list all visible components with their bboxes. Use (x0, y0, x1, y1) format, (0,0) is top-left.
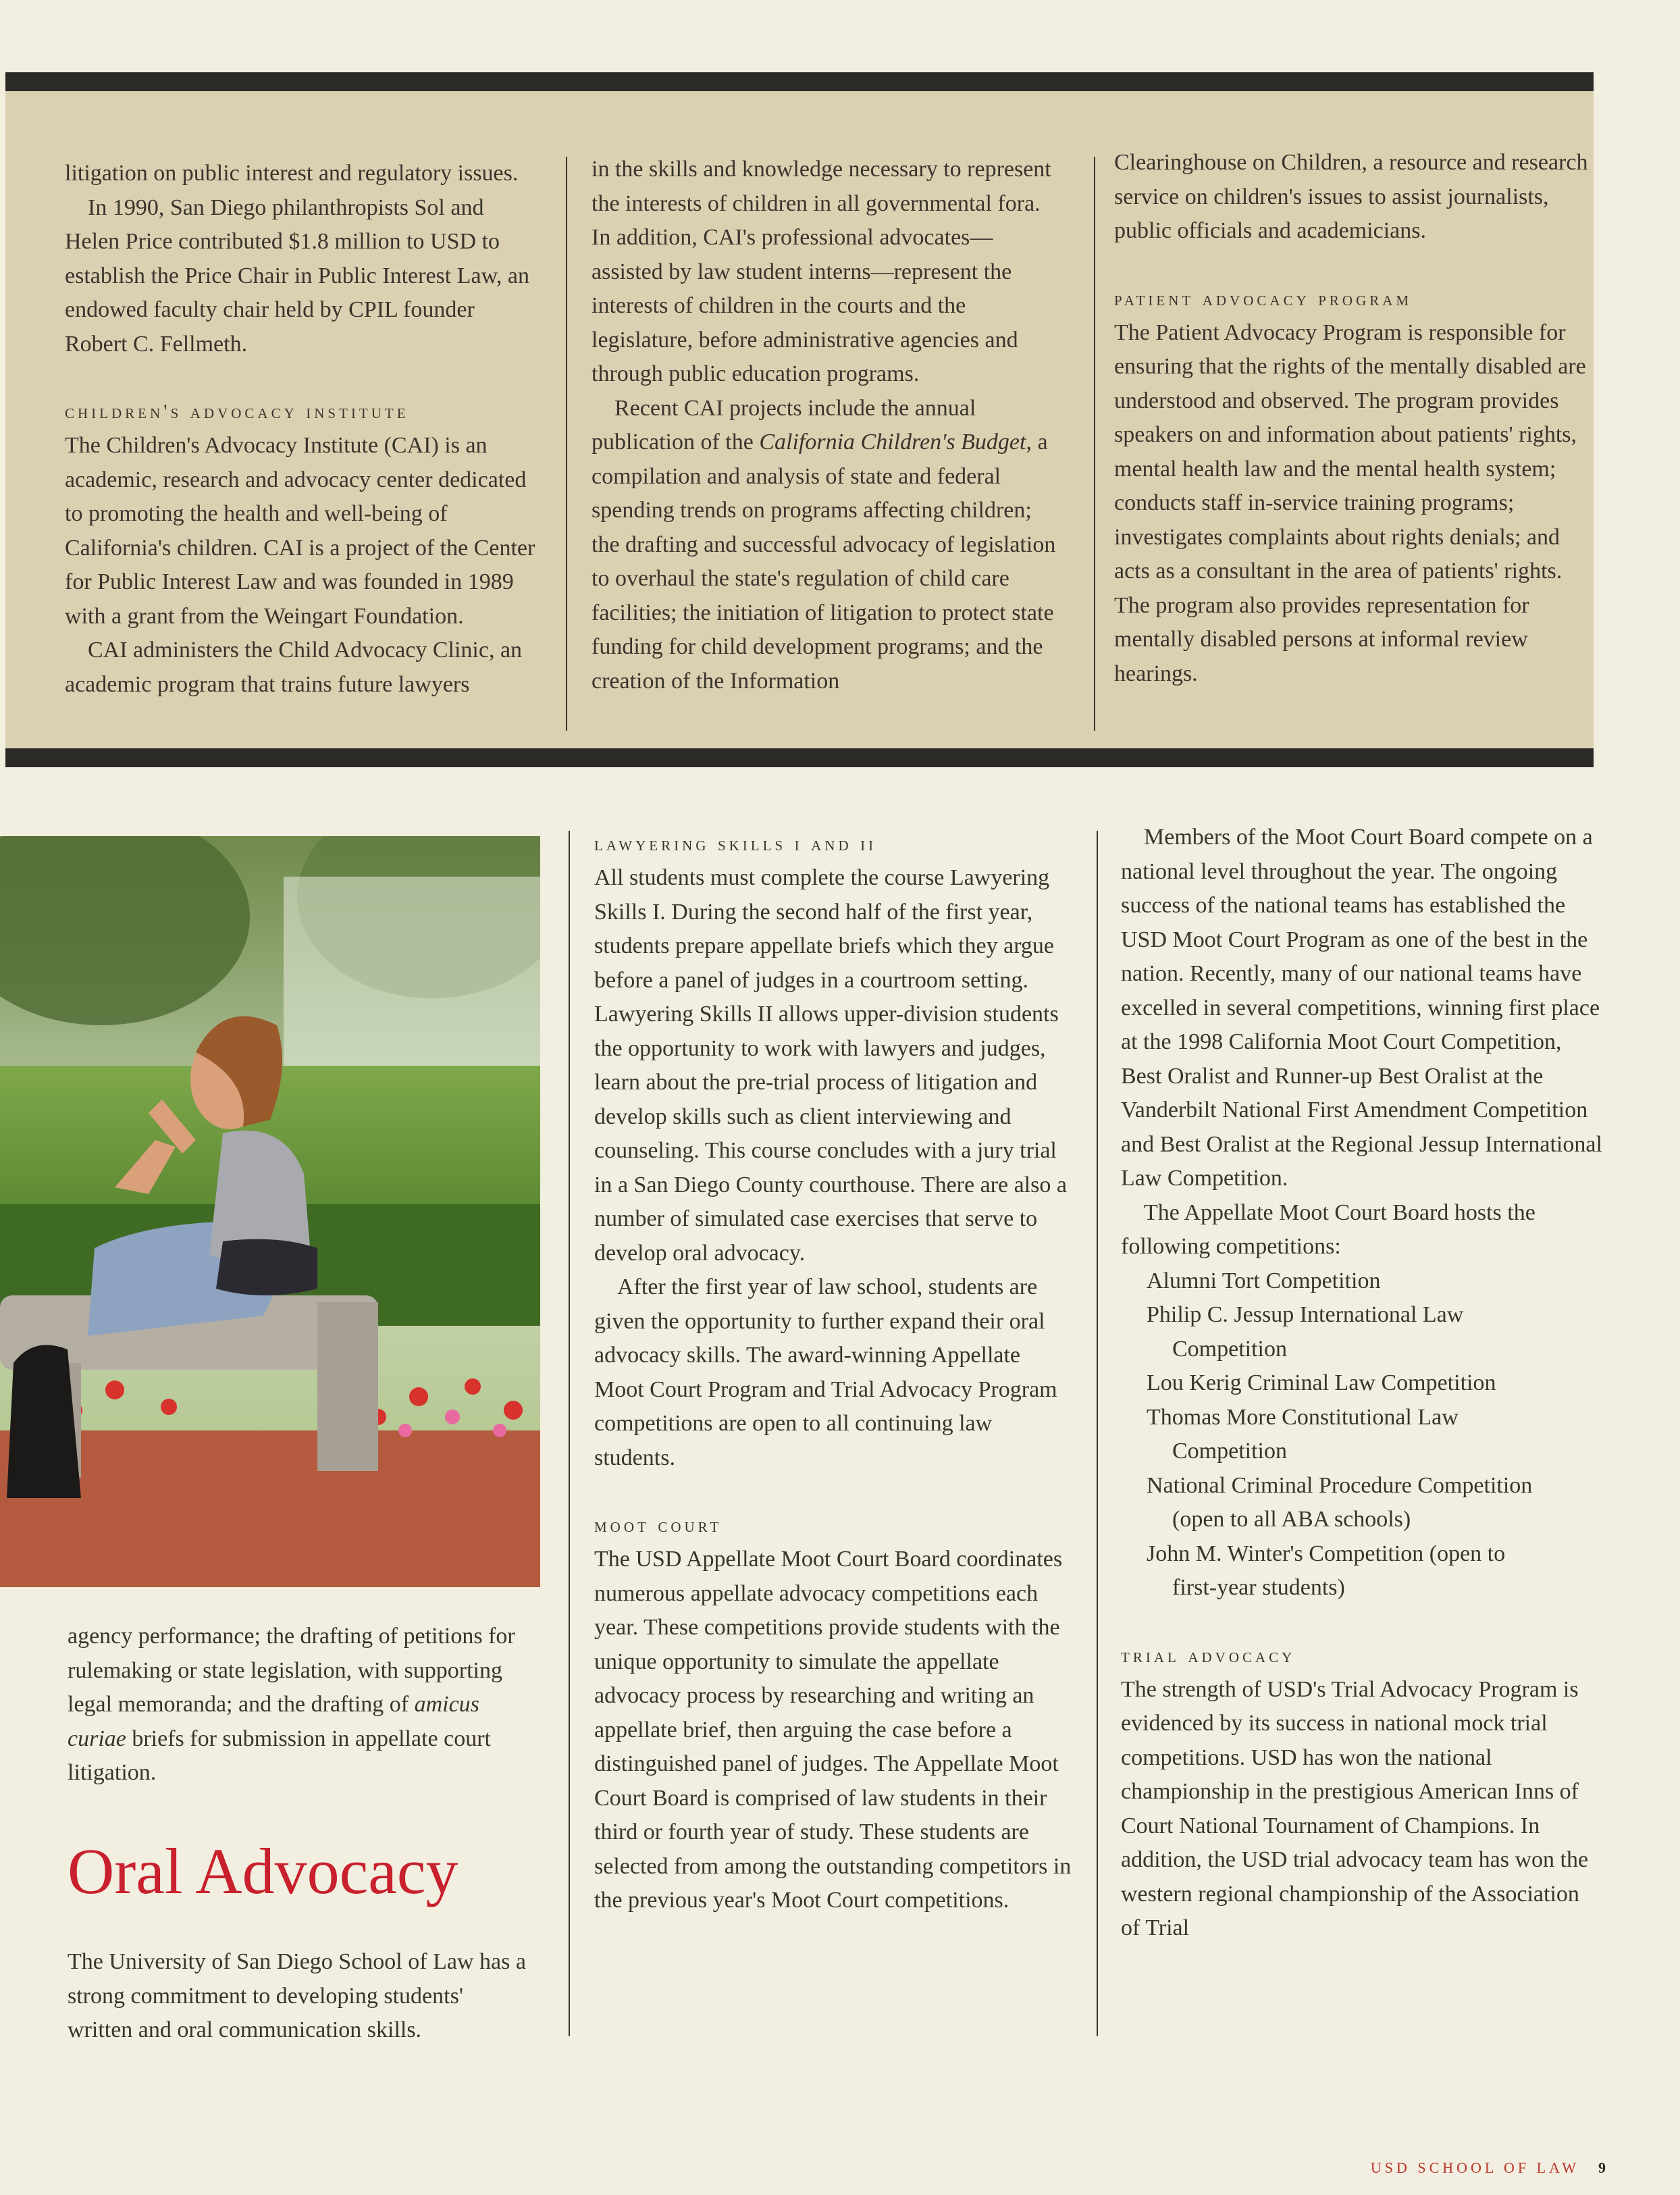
column-divider (1097, 831, 1098, 2036)
competitions-intro: The Appellate Moot Court Board hosts the following competitions: (1121, 1199, 1535, 1259)
list-item: National Criminal Procedure Competition (1147, 1472, 1533, 1498)
competitions-list (1121, 1264, 1603, 1605)
moot-court-heading: moot court (594, 1514, 723, 1536)
column-divider (1094, 157, 1095, 731)
footer-label: USD SCHOOL OF LAW (1370, 2159, 1579, 2176)
trial-advocacy-heading: trial advocacy (1121, 1644, 1296, 1667)
california-childrens-budget-title: California Children's Budget (759, 430, 1026, 455)
price-chair-paragraph: In 1990, San Diego philanthropists Sol and Helen Price contributed $1.8 million to USD to establish the Price Chair in Public Interest Law, an endowed faculty chair held by CPIL founder Robert C. Fellmeth. (65, 195, 530, 357)
agency-performance-paragraph: agency performance; the drafting of petitions for rulemaking or state legislation, with supporting legal memoranda; and the drafting of amicus curiae briefs for submission in appellate court litigation. (68, 1624, 515, 1785)
oral-advocacy-heading: Oral Advocacy (68, 1835, 458, 1907)
lawyering-skills-heading: lawyering skills i and ii (594, 833, 877, 855)
bottom-column-1 (68, 1620, 533, 1790)
list-item: Philip C. Jessup International Law (1147, 1302, 1464, 1327)
top-rule (5, 72, 1594, 91)
cai-heading: children's advocacy institute (65, 401, 409, 423)
list-item: Competition (1172, 1439, 1287, 1464)
cai-projects-paragraph: Recent CAI projects include the annual publication of the California Children's Budget, a compilation and analysis of state and federal spending trends on programs affecting children; the drafting and successful advocacy of legislation to overhaul the state's regulation of child care facilities; the initiation of litigation to protect state funding for child development programs; and the creation of the Information (592, 395, 1056, 694)
list-item: John M. Winter's Competition (open to (1147, 1541, 1506, 1566)
oral-advocacy-skills-paragraph: After the first year of law school, students are given the opportunity to further expand their oral advocacy skills. The award-winning Appellate Moot Court Program and Trial Advocacy Program competitions are open to all continuing law students. (594, 1274, 1057, 1470)
middle-rule (5, 748, 1594, 767)
patient-advocacy-heading: patient advocacy program (1114, 287, 1413, 310)
trial-advocacy-paragraph: The strength of USD's Trial Advocacy Program is evidenced by its success in national mock trial competitions. USD has won the national championship in the prestigious American Inns of Court National Tournament of Champions. In addition, the USD trial advocacy team has won the western regional championship of the Association of Trial (1121, 1676, 1589, 1940)
list-item: (open to all ABA schools) (1172, 1507, 1411, 1532)
cai-skills-paragraph: in the skills and knowledge necessary to represent the interests of children in all governmental fora. In addition, CAI's professional advocates—assisted by law student interns—represent the interests of children in the courts and the legislature, before administrative agencies and through public education programs. (592, 157, 1051, 386)
cai-clinic-paragraph: CAI administers the Child Advocacy Clinic, an academic program that trains future lawyers (65, 638, 523, 697)
column-divider (566, 157, 567, 731)
top-column-2 (592, 153, 1064, 698)
list-item: first-year students) (1172, 1575, 1345, 1600)
bottom-column-3 (1121, 821, 1603, 1946)
top-column-3 (1114, 146, 1591, 691)
bottom-column-2 (594, 827, 1074, 1918)
moot-court-paragraph: The USD Appellate Moot Court Board coordinates numerous appellate advocacy competitions each year. These competitions provide students with the unique opportunity to simulate the appellate advocacy process by researching and writing an appellate brief, then arguing the case before a distinguished panel of judges. The Appellate Moot Court Board is comprised of law students in their third or fourth year of study. These students are selected from among the outstanding competitors in the previous year's Moot Court competitions. (594, 1547, 1072, 1913)
top-column-1 (65, 157, 537, 702)
lawyering-skills-paragraph: All students must complete the course Lawyering Skills I. During the second half of the first year, students prepare appellate briefs which they argue before a panel of judges in a courtroom setting. Lawyering Skills II allows upper-division students the opportunity to work with lawyers and judges, learn about the pre-trial process of litigation and develop skills such as client interviewing and counseling. This course concludes with a jury trial in a San Diego County courthouse. There are also a number of simulated case exercises that serve to develop oral advocacy. (594, 865, 1067, 1266)
oral-advocacy-paragraph: The University of San Diego School of Law has a strong commitment to developing students' written and oral communication skills. (68, 1949, 526, 2042)
list-item: Thomas More Constitutional Law (1147, 1404, 1459, 1430)
student-on-bench-photo (0, 836, 540, 1587)
amicus-curiae-term: amicus curiae (68, 1692, 479, 1751)
list-item: Lou Kerig Criminal Law Competition (1147, 1370, 1496, 1395)
cai-paragraph: The Children's Advocacy Institute (CAI) is an academic, research and advocacy center dedicated to promoting the health and well-being of California's children. CAI is a project of the Center for Public Interest Law and was founded in 1989 with a grant from the Weingart Foundation. (65, 433, 535, 629)
col1-lead: litigation on public interest and regulatory issues. (65, 161, 519, 186)
column-divider (569, 831, 570, 2036)
list-item: Alumni Tort Competition (1147, 1268, 1381, 1293)
page-footer (1371, 2159, 1606, 2177)
clearinghouse-paragraph: Clearinghouse on Children, a resource and research service on children's issues to assist journalists, public officials and academicians. (1114, 150, 1588, 243)
list-item: Competition (1172, 1336, 1287, 1362)
page-number: 9 (1598, 2159, 1606, 2176)
patient-advocacy-paragraph: The Patient Advocacy Program is responsible for ensuring that the rights of the mentally disabled are understood and observed. The program provides speakers on and information about patients' rights, mental health law and the mental health system; conducts staff in-service training programs; investigates complaints about rights denials; and acts as a consultant in the area of patients' rights. The program also provides representation for mentally disabled persons at informal review hearings. (1114, 319, 1586, 686)
moot-court-board-paragraph: Members of the Moot Court Board compete on a national level throughout the year. The ongoing success of the national teams has established the USD Moot Court Program as one of the best in the nation. Recently, many of our national teams have excelled in several competitions, winning first place at the 1998 California Moot Court Competition, Best Oralist and Runner-up Best Oralist at the Vanderbilt National First Amendment Competition and Best Oralist at the Regional Jessup International Law Competition. (1121, 825, 1602, 1191)
oral-advocacy-intro (68, 1945, 533, 2048)
